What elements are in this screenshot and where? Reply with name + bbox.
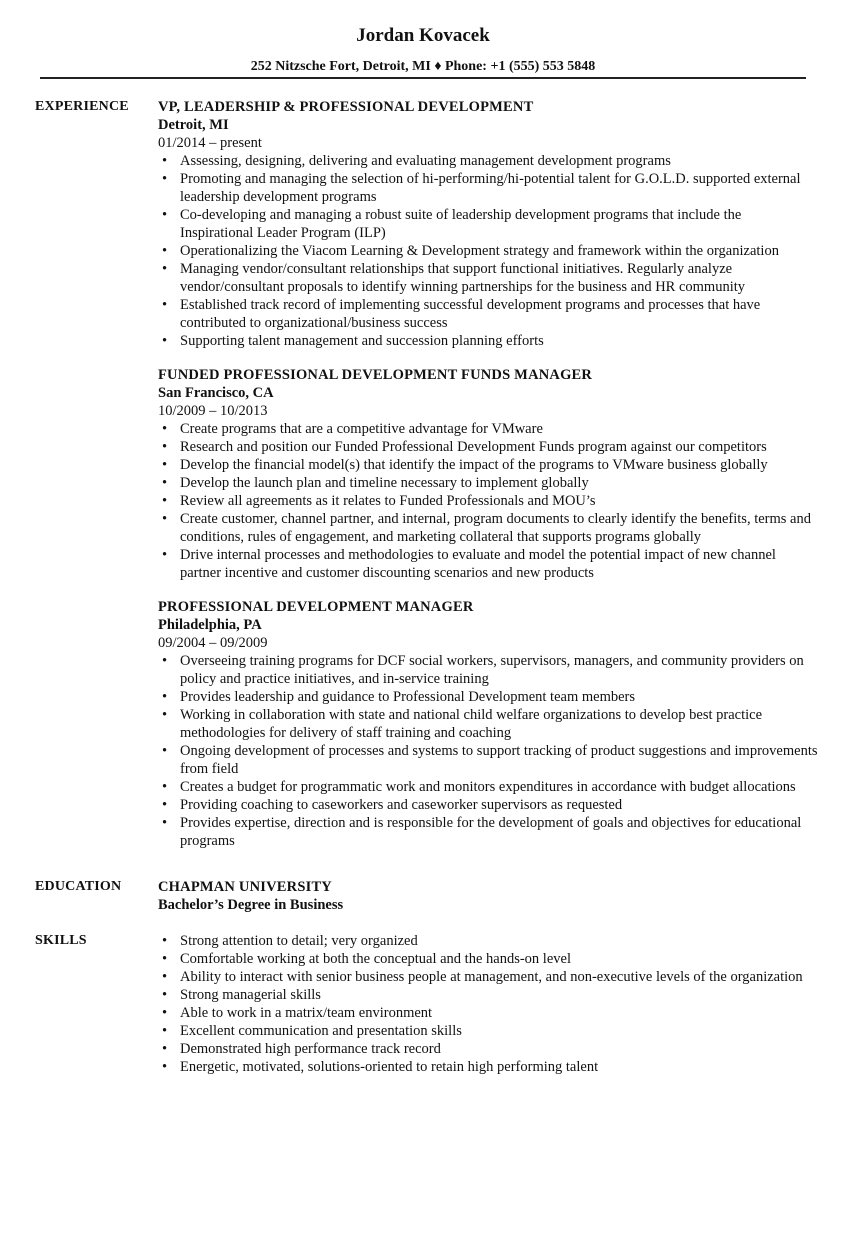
bullet-icon: •: [162, 421, 168, 437]
bullet-icon: •: [162, 1005, 168, 1021]
bullet-text: Develop the financial model(s) that identify the impact of the programs to VMware business globally: [180, 457, 768, 473]
bullet-item: [158, 260, 818, 296]
bullet-icon: •: [162, 493, 168, 509]
school-name: CHAPMAN UNIVERSITY: [158, 879, 332, 895]
bullet-item: [158, 778, 818, 796]
bullet-text: Provides leadership and guidance to Professional Development team members: [180, 689, 636, 705]
bullet-icon: •: [162, 1023, 168, 1039]
bullet-icon: •: [162, 511, 168, 527]
bullet-icon: •: [162, 797, 168, 813]
bullet-item: [158, 242, 818, 260]
bullet-icon: •: [162, 653, 168, 669]
bullet-item: [158, 652, 818, 688]
bullet-item: [158, 420, 818, 438]
bullet-icon: •: [162, 297, 168, 313]
skill-text: Comfortable working at both the conceptual and the hands-on level: [180, 951, 571, 967]
job-entry: [158, 366, 818, 582]
bullet-text: Assessing, designing, delivering and evaluating management development programs: [180, 153, 671, 169]
bullet-item: [158, 170, 818, 206]
skills-heading: SKILLS: [35, 933, 87, 948]
bullet-icon: •: [162, 933, 168, 949]
skill-text: Ability to interact with senior business people at management, and non-executive levels of the organization: [180, 969, 803, 985]
job-dates: 01/2014 – present: [158, 135, 262, 151]
bullet-icon: •: [162, 969, 168, 985]
bullet-item: [158, 796, 818, 814]
bullet-icon: •: [162, 243, 168, 259]
resume-content: [0, 98, 860, 1076]
skill-item: [158, 950, 818, 968]
job-title: PROFESSIONAL DEVELOPMENT MANAGER: [158, 599, 474, 615]
contact-line: 252 Nitzsche Fort, Detroit, MI ♦ Phone: +1 (555) 553 5848: [250, 59, 596, 74]
job-location: Philadelphia, PA: [158, 617, 262, 633]
bullet-text: Overseeing training programs for DCF social workers, supervisors, managers, and community providers on policy and practice initiatives, and in-service training: [180, 653, 804, 687]
bullet-text: Ongoing development of processes and systems to support tracking of product suggestions and improvements from field: [180, 743, 818, 777]
bullet-icon: •: [162, 261, 168, 277]
job-title: FUNDED PROFESSIONAL DEVELOPMENT FUNDS MANAGER: [158, 367, 593, 383]
bullet-item: [158, 742, 818, 778]
bullet-text: Create customer, channel partner, and internal, program documents to clearly identify the benefits, terms and conditions, rules of engagement, and marketing collateral that supports programs globally: [180, 511, 811, 545]
bullet-icon: •: [162, 689, 168, 705]
header-divider: [40, 77, 806, 79]
skill-text: Strong attention to detail; very organized: [180, 933, 418, 949]
bullet-text: Provides expertise, direction and is responsible for the development of goals and objectives for educational programs: [180, 815, 802, 849]
skills-section: [0, 932, 860, 1076]
bullet-text: Established track record of implementing successful development programs and processes that have contributed to organizational/business success: [180, 297, 761, 331]
skill-item: [158, 968, 818, 986]
bullet-icon: •: [162, 475, 168, 491]
skill-item: [158, 986, 818, 1004]
education-heading: EDUCATION: [35, 879, 122, 894]
bullet-text: Operationalizing the Viacom Learning & Development strategy and framework within the organization: [180, 243, 779, 259]
experience-body: [158, 98, 818, 850]
candidate-name: Jordan Kovacek: [356, 25, 490, 46]
job-bullets: [158, 652, 818, 850]
bullet-text: Co-developing and managing a robust suite of leadership development programs that include the Inspirational Leader Program (ILP): [180, 207, 742, 241]
bullet-item: [158, 510, 818, 546]
job-location: Detroit, MI: [158, 117, 229, 133]
bullet-text: Create programs that are a competitive advantage for VMware: [180, 421, 543, 437]
bullet-item: [158, 546, 818, 582]
bullet-text: Research and position our Funded Professional Development Funds program against our competitors: [180, 439, 767, 455]
bullet-icon: •: [162, 333, 168, 349]
bullet-text: Managing vendor/consultant relationships that support functional initiatives. Regularly analyze vendor/consultant proposals to identify winning partnerships for the business and HR community: [180, 261, 746, 295]
bullet-item: [158, 206, 818, 242]
bullet-icon: •: [162, 1059, 168, 1075]
bullet-text: Providing coaching to caseworkers and caseworker supervisors as requested: [180, 797, 623, 813]
job-bullets: [158, 420, 818, 582]
bullet-item: [158, 688, 818, 706]
bullet-item: [158, 492, 818, 510]
bullet-icon: •: [162, 207, 168, 223]
job-dates: 09/2004 – 09/2009: [158, 635, 268, 651]
skill-text: Strong managerial skills: [180, 987, 321, 1003]
job-entry: [158, 598, 818, 850]
bullet-text: Promoting and managing the selection of hi-performing/hi-potential talent for G.O.L.D. supported external leadership development programs: [180, 171, 801, 205]
bullet-item: [158, 438, 818, 456]
bullet-icon: •: [162, 743, 168, 759]
bullet-item: [158, 706, 818, 742]
bullet-icon: •: [162, 987, 168, 1003]
skills-list: [158, 932, 818, 1076]
experience-heading: EXPERIENCE: [35, 99, 129, 114]
bullet-text: Develop the launch plan and timeline necessary to implement globally: [180, 475, 589, 491]
bullet-icon: •: [162, 815, 168, 831]
bullet-icon: •: [162, 171, 168, 187]
education-section: [0, 878, 860, 914]
bullet-icon: •: [162, 439, 168, 455]
experience-section: [0, 98, 860, 850]
education-body: [158, 878, 818, 914]
bullet-item: [158, 814, 818, 850]
job-title: VP, LEADERSHIP & PROFESSIONAL DEVELOPMENT: [158, 99, 534, 115]
skill-item: [158, 1022, 818, 1040]
skill-item: [158, 1004, 818, 1022]
skill-item: [158, 932, 818, 950]
bullet-icon: •: [162, 457, 168, 473]
bullet-icon: •: [162, 707, 168, 723]
bullet-icon: •: [162, 1041, 168, 1057]
job-location: San Francisco, CA: [158, 385, 274, 401]
job-bullets: [158, 152, 818, 350]
bullet-text: Drive internal processes and methodologies to evaluate and model the potential impact of new channel partner incentive and customer discounting scenarios and new products: [180, 547, 776, 581]
skill-text: Energetic, motivated, solutions-oriented to retain high performing talent: [180, 1059, 599, 1075]
bullet-icon: •: [162, 951, 168, 967]
bullet-text: Working in collaboration with state and national child welfare organizations to develop best practice methodologies for delivery of staff training and coaching: [180, 707, 763, 741]
skill-item: [158, 1040, 818, 1058]
job-entry: [158, 98, 818, 350]
skill-item: [158, 1058, 818, 1076]
bullet-icon: •: [162, 153, 168, 169]
bullet-text: Review all agreements as it relates to Funded Professionals and MOU’s: [180, 493, 596, 509]
bullet-text: Creates a budget for programmatic work and monitors expenditures in accordance with budget allocations: [180, 779, 796, 795]
bullet-icon: •: [162, 547, 168, 563]
skills-body: [158, 932, 818, 1076]
job-dates: 10/2009 – 10/2013: [158, 403, 268, 419]
degree-name: Bachelor’s Degree in Business: [158, 897, 344, 913]
bullet-item: [158, 296, 818, 332]
skill-text: Able to work in a matrix/team environment: [180, 1005, 433, 1021]
bullet-text: Supporting talent management and succession planning efforts: [180, 333, 544, 349]
skill-text: Excellent communication and presentation skills: [180, 1023, 462, 1039]
skill-text: Demonstrated high performance track record: [180, 1041, 441, 1057]
bullet-icon: •: [162, 779, 168, 795]
bullet-item: [158, 152, 818, 170]
bullet-item: [158, 456, 818, 474]
bullet-item: [158, 474, 818, 492]
bullet-item: [158, 332, 818, 350]
